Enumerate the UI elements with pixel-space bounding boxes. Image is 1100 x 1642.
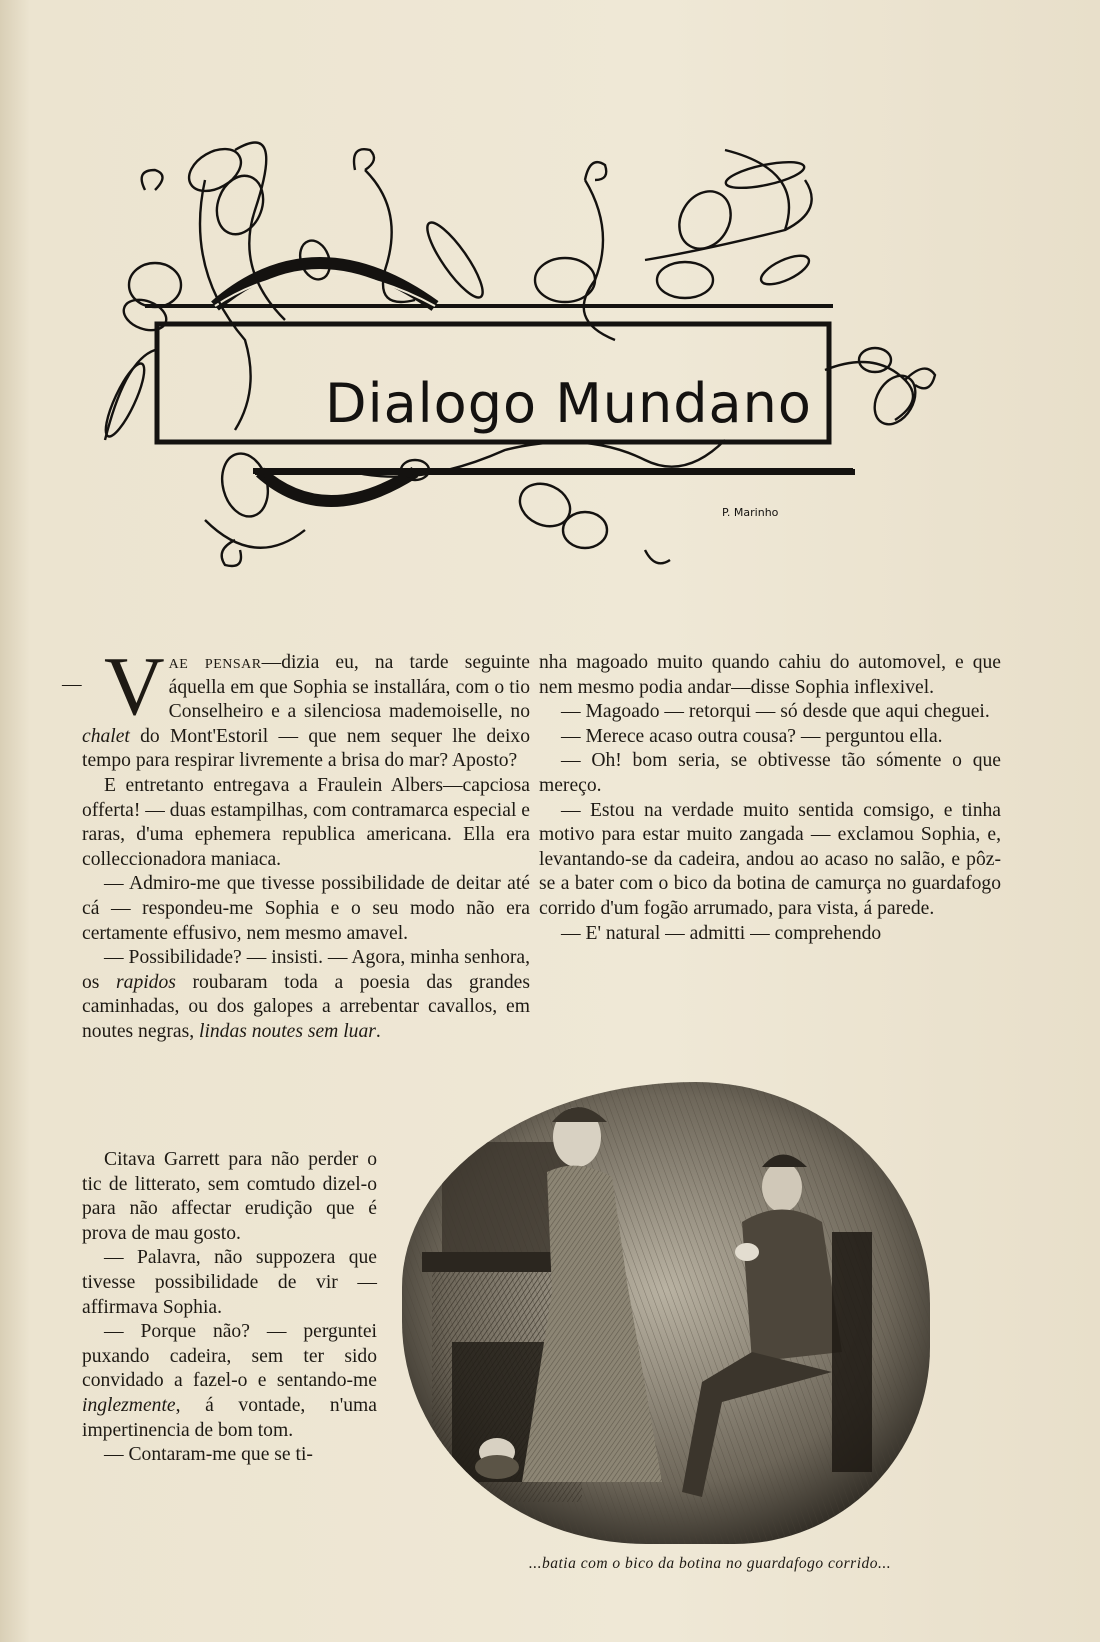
italic-word: rapidos: [116, 971, 176, 993]
paragraph-opening: [62, 640, 530, 774]
italic-word: chalet: [82, 725, 130, 747]
paragraph: — Magoado — retorqui — só desde que aqui cheguei.: [561, 701, 990, 723]
paragraph: E entretanto entregava a Fraulein Albers—capciosa offerta! — duas estampilhas, com contramarca especial e raras, d'uma ephemera republica americana. Ella era colleccionadora maniaca.: [82, 774, 530, 870]
paragraph-text: —dizia eu, na tarde seguinte áquella em que Sophia se installára, com o tio Conselheiro e a silenciosa mademoiselle, no: [168, 652, 530, 723]
italic-word: inglezmente: [82, 1394, 176, 1416]
paragraph: Citava Garrett para não perder o tic de litterato, sem comtudo dizel-o para não affectar erudição que é prova de mau gosto.: [82, 1149, 377, 1244]
floral-header-ornament: [85, 110, 985, 590]
page-title: Dialogo Mundano: [325, 372, 812, 435]
opening-dash: —: [62, 674, 82, 695]
paragraph: — Admiro-me que tivesse possibilidade de deitar até cá — respondeu-me Sophia e o seu modo não era certamente effusivo, nem mesmo amavel.: [82, 873, 530, 944]
paragraph-text: — Possibilidade? — insisti. — Agora, minha senhora, os: [82, 947, 530, 993]
right-column: [539, 651, 1001, 946]
paragraph: [82, 946, 530, 1044]
italic-phrase: lindas noutes sem luar: [199, 1020, 376, 1042]
paragraph-text: , á vontade, n'uma impertinencia de bom tom.: [82, 1394, 377, 1441]
paragraph-text: .: [375, 1020, 381, 1042]
paragraph: — Palavra, não suppozera que tivesse possibilidade de vir — affirmava Sophia.: [82, 1247, 377, 1318]
opening-smallcaps: ae pensar: [168, 652, 262, 673]
paragraph: [82, 1320, 377, 1443]
paragraph: — Contaram-me que se ti-: [104, 1444, 313, 1466]
illustration-caption: ...batia com o bico da botina no guardafogo corrido...: [528, 1555, 892, 1572]
paragraph: — Merece acaso outra cousa? — perguntou ella.: [561, 725, 943, 747]
left-narrow-column: [82, 1148, 377, 1468]
paragraph-text: — Porque não? — perguntei puxando cadeira, sem ter sido convidado a fazel-o e sentando-me: [82, 1321, 377, 1392]
paragraph: — Estou na verdade muito sentida comsigo, e tinha motivo para estar muito zangada — exclamou Sophia, e, levantando-se da cadeira, andou ao acaso no salão, e pôz-se a bater com o bico da botina de camurça no guardafogo corrido d'um fogão arrumado, para vista, á parede.: [539, 799, 1001, 919]
paragraph-text: roubaram toda a poesia das grandes caminhadas, ou dos galopes a arrebentar cavallos, em noutes negras,: [82, 971, 530, 1042]
paragraph: nha magoado muito quando cahiu do automovel, e que nem mesmo podia andar—disse Sophia inflexivel.: [539, 652, 1001, 698]
paragraph-text: do Mont'Estoril — que nem sequer lhe deixo tempo para respirar livremente a brisa do mar? Aposto?: [82, 725, 530, 772]
paragraph: — E' natural — admitti — comprehendo: [561, 922, 882, 944]
illustrator-signature: P. Marinho: [722, 506, 779, 519]
left-column: [62, 640, 530, 1045]
engraving-scene: [402, 1082, 930, 1544]
paragraph: — Oh! bom seria, se obtivesse tão sómente o que mereço.: [539, 750, 1001, 796]
illustration-image: [402, 1082, 930, 1544]
drop-cap: V: [104, 640, 165, 733]
